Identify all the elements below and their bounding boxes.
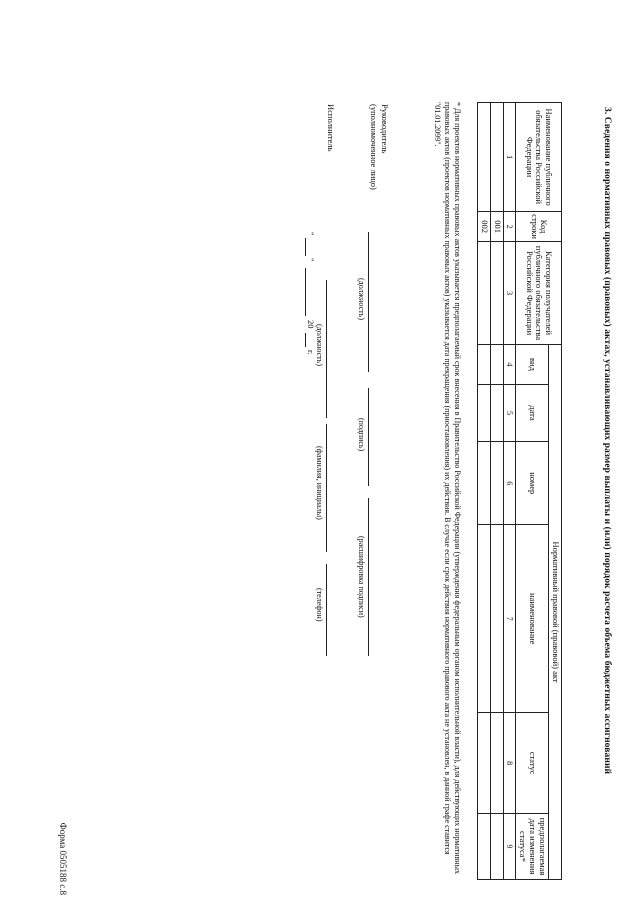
header-code: Код строки <box>516 212 562 242</box>
cell-status[interactable] <box>491 713 504 814</box>
column-number: 4 <box>504 345 516 385</box>
cell-date[interactable] <box>491 384 504 441</box>
footnote: * Для проектов нормативных правовых актов указывается предполагаемый срок внесения в Правительство Российской Федерации (утверждения федеральным органом исполнительной власти), для действующих нормативных правовых актов (проектов нормативных правовых актов) указывается дата прекращения (приостановления) их действия. В случае если срок действия нормативного правового акта не установлен, в данной графе ставится "01.01.2099". <box>433 102 462 874</box>
cell-category[interactable] <box>478 241 491 344</box>
cell-type[interactable] <box>491 345 504 385</box>
cell-date[interactable] <box>478 384 491 441</box>
column-number: 1 <box>504 103 516 212</box>
head-position-hint: (должность) <box>357 278 366 320</box>
date-year-prefix: 20 <box>306 320 316 329</box>
cell-status[interactable] <box>478 713 491 814</box>
executor-phone-hint: (телефон) <box>315 588 324 622</box>
table-row <box>478 103 491 880</box>
column-number: 9 <box>504 814 516 880</box>
head-decode-line[interactable] <box>368 498 369 656</box>
header-act-group: Нормативный правовой (правовой) акт <box>549 345 562 880</box>
executor-label: Исполнитель <box>326 104 336 152</box>
date-year-line[interactable] <box>305 333 306 347</box>
cell-category[interactable] <box>491 241 504 344</box>
executor-position-hint: (должность) <box>315 324 324 366</box>
head-sublabel: (уполномоченное лицо) <box>369 104 379 190</box>
header-number: номер <box>516 442 549 525</box>
column-number: 7 <box>504 525 516 713</box>
header-category: Категория получателей публичного обязательства Российской Федерации <box>516 241 562 344</box>
acts-table <box>477 102 562 880</box>
section-title: 3. Сведения о нормативных правовых (правовых) актах, устанавливающих размер выплаты и (или) порядок расчета объема бюджетных ассигнований <box>602 107 612 775</box>
form-code: Форма 0505188 с.8 <box>58 822 68 895</box>
executor-name-hint: (фамилия, инициалы) <box>315 446 324 520</box>
header-date: дата <box>516 384 549 441</box>
cell-code: 001 <box>491 212 504 242</box>
table-row <box>491 103 504 880</box>
date-close-quote: " <box>306 258 316 262</box>
cell-expected-date[interactable] <box>478 814 491 880</box>
column-number: 8 <box>504 713 516 814</box>
header-row-1 <box>549 103 562 880</box>
executor-phone-line[interactable] <box>326 564 327 656</box>
head-signature-line[interactable] <box>368 388 369 486</box>
date-open-quote: " <box>306 232 316 236</box>
column-number: 6 <box>504 442 516 525</box>
cell-recipient[interactable] <box>478 103 491 212</box>
cell-name[interactable] <box>491 525 504 713</box>
header-expected-date: предполагаемая дата изменения статуса* <box>516 814 549 880</box>
column-number: 2 <box>504 212 516 242</box>
head-label: Руководитель <box>380 104 390 154</box>
header-type: вид <box>516 345 549 385</box>
head-position-line[interactable] <box>368 232 369 372</box>
date-month-line[interactable] <box>305 268 306 316</box>
head-decode-hint: (расшифровка подписи) <box>357 536 366 618</box>
cell-type[interactable] <box>478 345 491 385</box>
column-number: 3 <box>504 241 516 344</box>
cell-number[interactable] <box>491 442 504 525</box>
cell-recipient[interactable] <box>491 103 504 212</box>
column-number-row <box>504 103 516 880</box>
executor-position-line[interactable] <box>326 280 327 418</box>
cell-code: 002 <box>478 212 491 242</box>
executor-name-line[interactable] <box>326 424 327 552</box>
header-recipient: Наименование публичного обязательства Российской Федерации <box>516 103 562 212</box>
date-day-line[interactable] <box>305 238 306 256</box>
cell-number[interactable] <box>478 442 491 525</box>
cell-name[interactable] <box>478 525 491 713</box>
header-status: статус <box>516 713 549 814</box>
head-signature-hint: (подпись) <box>357 418 366 452</box>
column-number: 5 <box>504 384 516 441</box>
header-name: наименование <box>516 525 549 713</box>
cell-expected-date[interactable] <box>491 814 504 880</box>
date-year-suffix: г. <box>306 350 316 355</box>
